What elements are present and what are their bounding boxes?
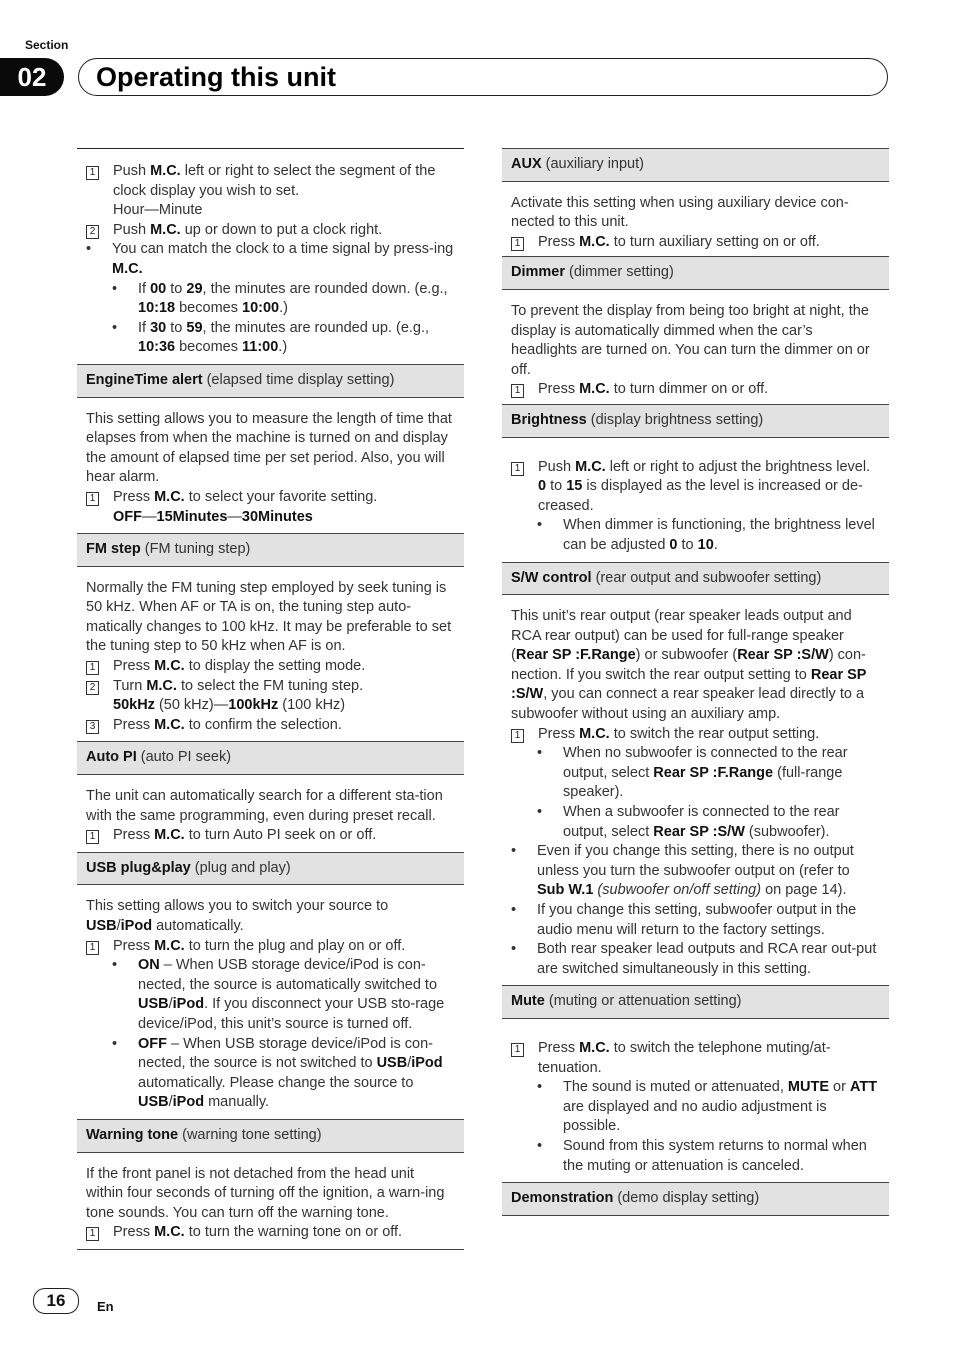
section-header-usb-plug-play: USB plug&play (plug and play) <box>77 852 464 886</box>
step-item: 1 Press M.C. to turn the warning tone on or off. <box>86 1223 455 1243</box>
step-item: 1 Press M.C. to select your favorite setting. OFF—15Minutes—30Minutes <box>86 488 455 527</box>
enginetime-block: This setting allows you to measure the length of time that elapses from when the machine is turned on and display the amount of elapsed time per set period. Also, you will hear alarm. 1 Press M.C. to select your favorite setting. OFF—15Minutes—30Minutes <box>77 398 464 534</box>
step-item: 2 Push M.C. up or down to put a clock right. <box>86 221 455 241</box>
section-header-demonstration: Demonstration (demo display setting) <box>502 1182 889 1216</box>
section-header-warning-tone: Warning tone (warning tone setting) <box>77 1119 464 1153</box>
step-number: 1 <box>511 237 524 251</box>
section-header-brightness: Brightness (display brightness setting) <box>502 404 889 438</box>
warning-tone-block: If the front panel is not detached from the head unit within four seconds of turning off the ignition, a warn-ing tone sounds. You can turn off the warning tone. 1 Press M.C. to turn the warning tone on or off. <box>77 1153 464 1250</box>
aux-block: Activate this setting when using auxiliary device con-nected to this unit. 1 Press M.C. to turn auxiliary setting on or off. <box>502 182 889 257</box>
mute-block <box>502 1019 889 1182</box>
section-header-dimmer: Dimmer (dimmer setting) <box>502 256 889 290</box>
sub-bullet-item: • OFF – When USB storage device/iPod is con-nected, the source is not switched to USB/iPod automatically. Please change the source to USB/iPod manually. <box>112 1035 443 1111</box>
step-item: 1 Push M.C. left or right to adjust the brightness level. 0 to 15 is displayed as the level is increased or de-creased. <box>511 458 880 517</box>
step-number: 1 <box>86 941 99 955</box>
step-item: 1 Press M.C. to turn dimmer on or off. <box>511 380 880 400</box>
step-item: 1 Press M.C. to switch the rear output setting. <box>511 725 880 745</box>
step-number: 2 <box>86 225 99 239</box>
step-number: 1 <box>86 830 99 844</box>
step-item: 1 Press M.C. to turn Auto PI seek on or off. <box>86 826 455 846</box>
fm-step-block: Normally the FM tuning step employed by seek tuning is 50 kHz. When AF or TA is on, the tuning step auto-matically changes to 100 kHz. It may be preferable to set the tuning step to 50 kHz when AF is on. 1 Press M.C. to display the setting mode. 2 Turn M.C. to select the FM tuning step. 50kHz (50 kHz)—100kHz (100 kHz) 3 Press M.C. to confirm the selection. <box>77 567 464 742</box>
step-number: 1 <box>86 661 99 675</box>
step-item: 1 Press M.C. to display the setting mode. <box>86 657 455 677</box>
brightness-block <box>502 438 889 562</box>
language-code: En <box>97 1299 114 1314</box>
section-header-fm-step: FM step (FM tuning step) <box>77 533 464 567</box>
section-header-mute: Mute (muting or attenuation setting) <box>502 985 889 1019</box>
bullet-item: • You can match the clock to a time signal by press-ing M.C. <box>86 241 454 277</box>
section-label: Section <box>25 38 69 52</box>
step-item: 1 Press M.C. to turn the plug and play on or off. <box>86 937 455 957</box>
auto-pi-block: The unit can automatically search for a different sta-tion with the same programming, even during preset recall. 1 Press M.C. to turn Auto PI seek on or off. <box>77 775 464 852</box>
step-number: 1 <box>86 1227 99 1241</box>
step-item: 1 Press M.C. to switch the telephone muting/at-tenuation. <box>511 1039 880 1078</box>
usb-plug-play-block: This setting allows you to switch your source to USB/iPod automatically. 1 Press M.C. to turn the plug and play on or off. • ON – When USB storage device/iPod is con-nected, the source is automatically switched to USB/iPod. If you disconnect your USB sto-rage device/iPod, this unit’s source is turned off. • OFF – When USB storage device/iPod is con-nected, the source is not switched to USB/iPod automatically. Please change the source to USB/iPod manually. <box>77 885 464 1119</box>
sub-bullet-item: • The sound is muted or attenuated, MUTE or ATT are displayed and no audio adjustment is possible. <box>537 1079 878 1135</box>
right-column <box>502 148 889 1216</box>
bullet-item: • Both rear speaker lead outputs and RCA rear out-put are switched simultaneously in this setting. <box>511 941 877 977</box>
sub-bullet-item: • ON – When USB storage device/iPod is con-nected, the source is automatically switched to USB/iPod. If you disconnect your USB sto-rage device/iPod, this unit’s source is turned off. <box>112 957 445 1032</box>
step-number: 1 <box>511 729 524 743</box>
step-number: 1 <box>86 166 99 180</box>
dimmer-block: To prevent the display from being too bright at night, the display is automatically dimmed when the car’s headlights are turned on. You can turn the dimmer on or off. 1 Press M.C. to turn dimmer on or off. <box>502 290 889 404</box>
page-number: 16 <box>33 1288 79 1314</box>
section-header-aux: AUX (auxiliary input) <box>502 148 889 182</box>
step-number: 1 <box>511 462 524 476</box>
step-item: 1 Push M.C. left or right to select the segment of the clock display you wish to set. Hour—Minute <box>86 162 455 221</box>
left-column <box>77 148 464 1250</box>
step-item: 3 Press M.C. to confirm the selection. <box>86 716 455 736</box>
step-item: 2 Turn M.C. to select the FM tuning step. 50kHz (50 kHz)—100kHz (100 kHz) <box>86 677 455 716</box>
sub-bullet-item: • If 00 to 29, the minutes are rounded down. (e.g., 10:18 becomes 10:00.) <box>112 280 448 317</box>
page-title: Operating this unit <box>96 62 336 92</box>
section-number-badge: 02 <box>0 58 64 96</box>
step-number: 2 <box>86 681 99 695</box>
section-header-enginetime: EngineTime alert (elapsed time display setting) <box>77 364 464 398</box>
sub-bullet-item: • When dimmer is functioning, the brightness level can be adjusted 0 to 10. <box>537 517 875 553</box>
clock-block <box>77 149 464 358</box>
bullet-item: • Even if you change this setting, there is no output unless you turn the subwoofer output on (refer to Sub W.1 (subwoofer on/off setting) on page 14). <box>511 843 854 899</box>
sw-control-block: This unit’s rear output (rear speaker leads output and RCA rear output) can be used for full-range speaker (Rear SP :F.Range) or subwoofer (Rear SP :S/W) con-nection. If you switch the rear output setting to Rear SP :S/W, you can connect a rear speaker lead directly to a subwoofer without using an auxiliary amp. 1 Press M.C. to switch the rear output setting. • When no subwoofer is connected to the rear output, select Rear SP :F.Range (full-range speaker). • When a subwoofer is connected to the rear output, select Rear SP :S/W (subwoofer). • Even if you change this setting, there is no output unless you turn the subwoofer output on (refer to Sub W.1 (subwoofer on/off setting) on page 14). • If you change this setting, subwoofer output in the audio menu will return to the factory settings. • Both rear speaker lead outputs and RCA rear out-put are switched simultaneously in this setting. <box>502 595 889 985</box>
bullet-item: • If you change this setting, subwoofer output in the audio menu will return to the factory settings. <box>511 902 857 938</box>
step-number: 1 <box>86 492 99 506</box>
sub-bullet-item: • Sound from this system returns to normal when the muting or attenuation is canceled. <box>537 1137 867 1174</box>
step-number: 3 <box>86 720 99 734</box>
section-header-sw-control: S/W control (rear output and subwoofer setting) <box>502 562 889 596</box>
sub-bullet-item: • When a subwoofer is connected to the rear output, select Rear SP :S/W (subwoofer). <box>537 804 840 840</box>
step-number: 1 <box>511 1043 524 1057</box>
sub-bullet-item: • If 30 to 59, the minutes are rounded up. (e.g., 10:36 becomes 11:00.) <box>112 319 430 356</box>
step-number: 1 <box>511 384 524 398</box>
step-item: 1 Press M.C. to turn auxiliary setting on or off. <box>511 233 880 253</box>
sub-bullet-item: • When no subwoofer is connected to the rear output, select Rear SP :F.Range (full-range speaker). <box>537 745 848 801</box>
section-header-auto-pi: Auto PI (auto PI seek) <box>77 741 464 775</box>
